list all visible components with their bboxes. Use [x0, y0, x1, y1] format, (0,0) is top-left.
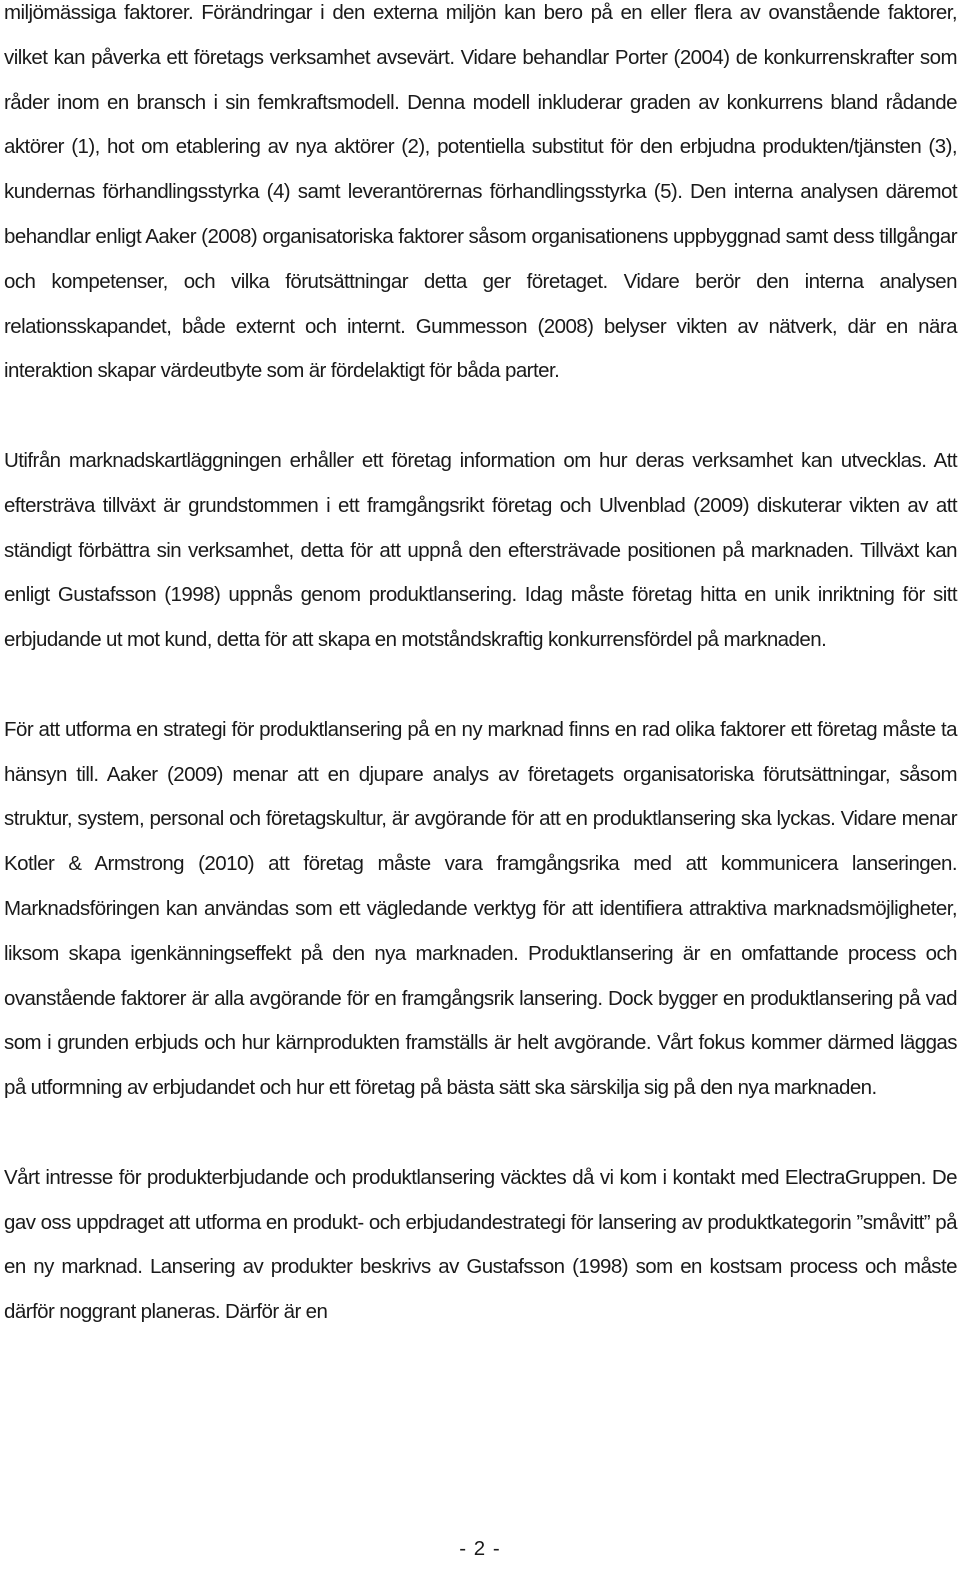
body-paragraph-1: miljömässiga faktorer. Förändringar i den externa miljön kan bero på en eller flera av ovanstående faktorer, vilket kan påverka ett företags verksamhet avsevärt. Vidare behandlar Porter (2004) de konkurrenskrafter som råder inom en bransch i sin femkraftsmodell. Denna modell inkluderar graden av konkurrens bland rådande aktörer (1), hot om etablering av nya aktörer (2), potentiella substitut för den erbjudna produkten/tjänsten (3), kundernas förhandlingsstyrka (4) samt leverantörernas förhandlingsstyrka (5). Den interna analysen däremot behandlar enligt Aaker (2008) organisatoriska faktorer såsom organisationens uppbyggnad samt dess tillgångar och kompetenser, och vilka förutsättningar detta ger företaget. Vidare berör den interna analysen relationsskapandet, både externt och internt. Gummesson (2008) belyser vikten av nätverk, där en nära interaktion skapar värdeutbyte som är fördelaktigt för båda parter. — [4, 1, 957, 383]
paragraph-spacer — [4, 394, 957, 439]
paragraph-spacer — [4, 1111, 957, 1156]
page-number: - 2 - — [459, 1537, 501, 1560]
paragraph-spacer — [4, 663, 957, 708]
document-page — [4, 0, 957, 1335]
body-paragraph-3: För att utforma en strategi för produktlansering på en ny marknad finns en rad olika faktorer ett företag måste ta hänsyn till. Aaker (2009) menar att en djupare analys av företagets organisatoriska förutsättningar, såsom struktur, system, personal och företagskultur, är avgörande för att en produktlansering ska lyckas. Vidare menar Kotler & Armstrong (2010) att företag måste vara framgångsrika med att kommunicera lanseringen. Marknadsföringen kan användas som ett vägledande verktyg för att identifiera attraktiva marknadsmöjligheter, liksom skapa igenkänningseffekt på den nya marknaden. Produktlansering är en omfattande process och ovanstående faktorer är alla avgörande för en framgångsrik lansering. Dock bygger en produktlansering på vad som i grunden erbjuds och hur kärnprodukten framställs är helt avgörande. Vårt fokus kommer därmed läggas på utformning av erbjudandet och hur ett företag på bästa sätt ska särskilja sig på den nya marknaden. — [4, 717, 957, 1100]
body-paragraph-2: Utifrån marknadskartläggningen erhåller ett företag information om hur deras verksamhet kan utvecklas. Att eftersträva tillväxt är grundstommen i ett framgångsrikt företag och Ulvenblad (2009) diskuterar vikten av att ständigt förbättra sin verksamhet, detta för att uppnå den eftersträvade positionen på marknaden. Tillväxt kan enligt Gustafsson (1998) uppnås genom produktlansering. Idag måste företag hitta en unik inriktning för sitt erbjudande ut mot kund, detta för att skapa en motståndskraftig konkurrensfördel på marknaden. — [4, 448, 957, 652]
body-paragraph-4: Vårt intresse för produkterbjudande och produktlansering väcktes då vi kom i kontakt med ElectraGruppen. De gav oss uppdraget att utforma en produkt- och erbjudandestrategi för lansering av produktkategorin ”småvitt” på en ny marknad. Lansering av produkter beskrivs av Gustafsson (1998) som en kostsam process och måste därför noggrant planeras. Därför är en — [4, 1165, 957, 1324]
